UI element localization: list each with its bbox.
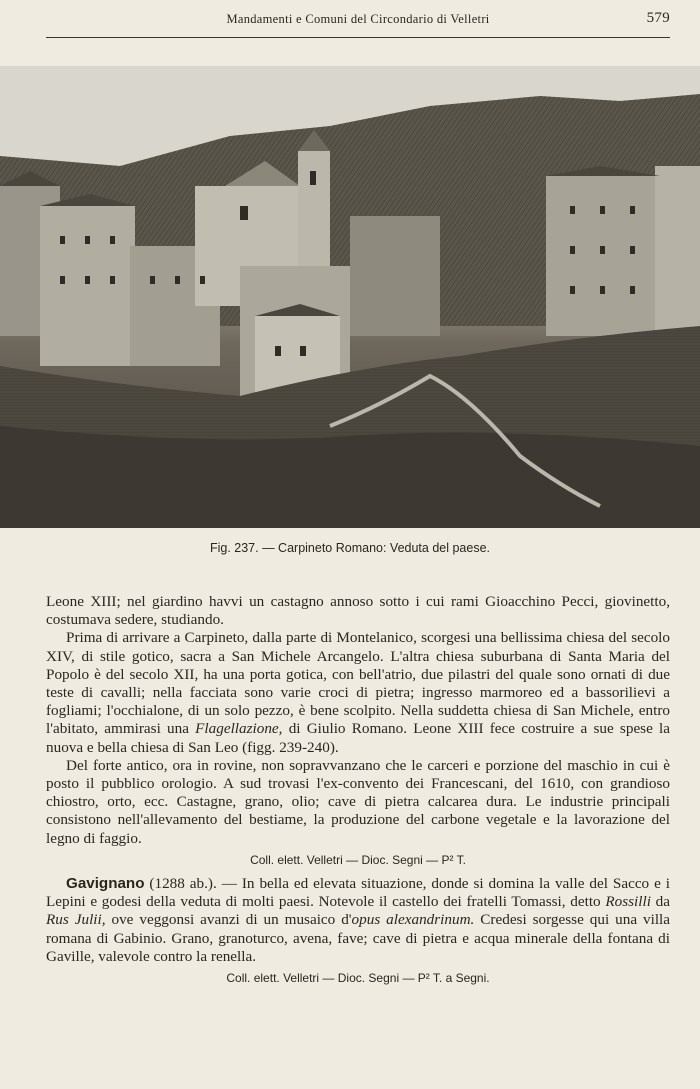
- electoral-info: Coll. elett. Velletri — Dioc. Segni — P² T. a Segni.: [226, 971, 490, 986]
- paragraph: [46, 875, 670, 966]
- text-run: (1288 ab.). — In bella ed elevata situazione, donde si domina la valle del Sacco e i Lepini e godesi della veduta di molti paesi. Notevole il castello dei fratelli Tomassi, detto: [46, 875, 670, 911]
- text-run: Prima di arrivare a Carpineto, dalla parte di Montelanico, scorgesi una bellissima chiesa del secolo XIV, di stile gotico, sacra a San Michele Arcangelo. L'altra chiesa suburbana di Santa Maria del Popolo è del secolo XII, ha una porta gotica, con bell'atrio, due pilastri del quale sono ornati di due teste di cavalli; nella facciata sono varie croci di pietra; ingresso marmoreo ed a bassorilievi a fogliami; l'occhialone, di un solo pezzo, è bene scolpito. Nella suddetta chiesa di San Michele, entro l'abitato, ammirasi una: [46, 629, 670, 738]
- engraving-carpineto-romano: [0, 66, 700, 528]
- article-body: [46, 593, 670, 993]
- header-rule: [46, 37, 670, 38]
- text-run: di Giulio Romano. Leone XIII fece costruire a sue spese la nuova e bella chiesa di San Leo (figg. 239-240).: [46, 720, 671, 756]
- text-run: Credesi sorgesse qui una villa romana di Gabinio. Grano, granoturco, avena, fave; cave di pietra e acqua minerale della fontana di Gaville, valevole contro la renella.: [46, 911, 671, 965]
- page-header: [46, 10, 670, 34]
- italic-text: opus alexandrinum.: [351, 911, 475, 929]
- text-run: ove veggonsi avanzi di un musaico d': [105, 911, 352, 929]
- electoral-info: Coll. elett. Velletri — Dioc. Segni — P² T.: [250, 852, 466, 867]
- figure-caption: Fig. 237. — Carpineto Romano: Veduta del paese.: [209, 541, 491, 555]
- paragraph: [46, 629, 670, 756]
- commune-name: Gavignano: [66, 875, 145, 893]
- paragraph: Leone XIII; nel giardino havvi un castagno annoso sotto i cui rami Gioacchino Pecci, giovinetto, costumava sedere, studiando.: [46, 593, 670, 629]
- paragraph: Del forte antico, ora in rovine, non sopravvanzano che le carceri e porzione del maschio in cui è posto il pubblico orologio. A sud trovasi l'ex-convento dei Francescani, del 1610, con grandioso chiostro, orto, ecc. Castagne, grano, olio; cave di pietra calcarea dura. Le industrie principali consistono nell'allevamento del bestiame, la produzione del carbone vegetale e la lavorazione del legno di faggio.: [46, 756, 670, 847]
- engraving-illustration: [0, 66, 700, 528]
- italic-text: Flagellazione,: [195, 720, 283, 738]
- page-number: 579: [646, 10, 670, 26]
- italic-text: Rus Julii,: [46, 911, 106, 929]
- running-title: Mandamenti e Comuni del Circondario di Velletri: [226, 12, 490, 26]
- italic-text: Rossilli: [605, 893, 651, 911]
- text-run: da: [650, 893, 670, 911]
